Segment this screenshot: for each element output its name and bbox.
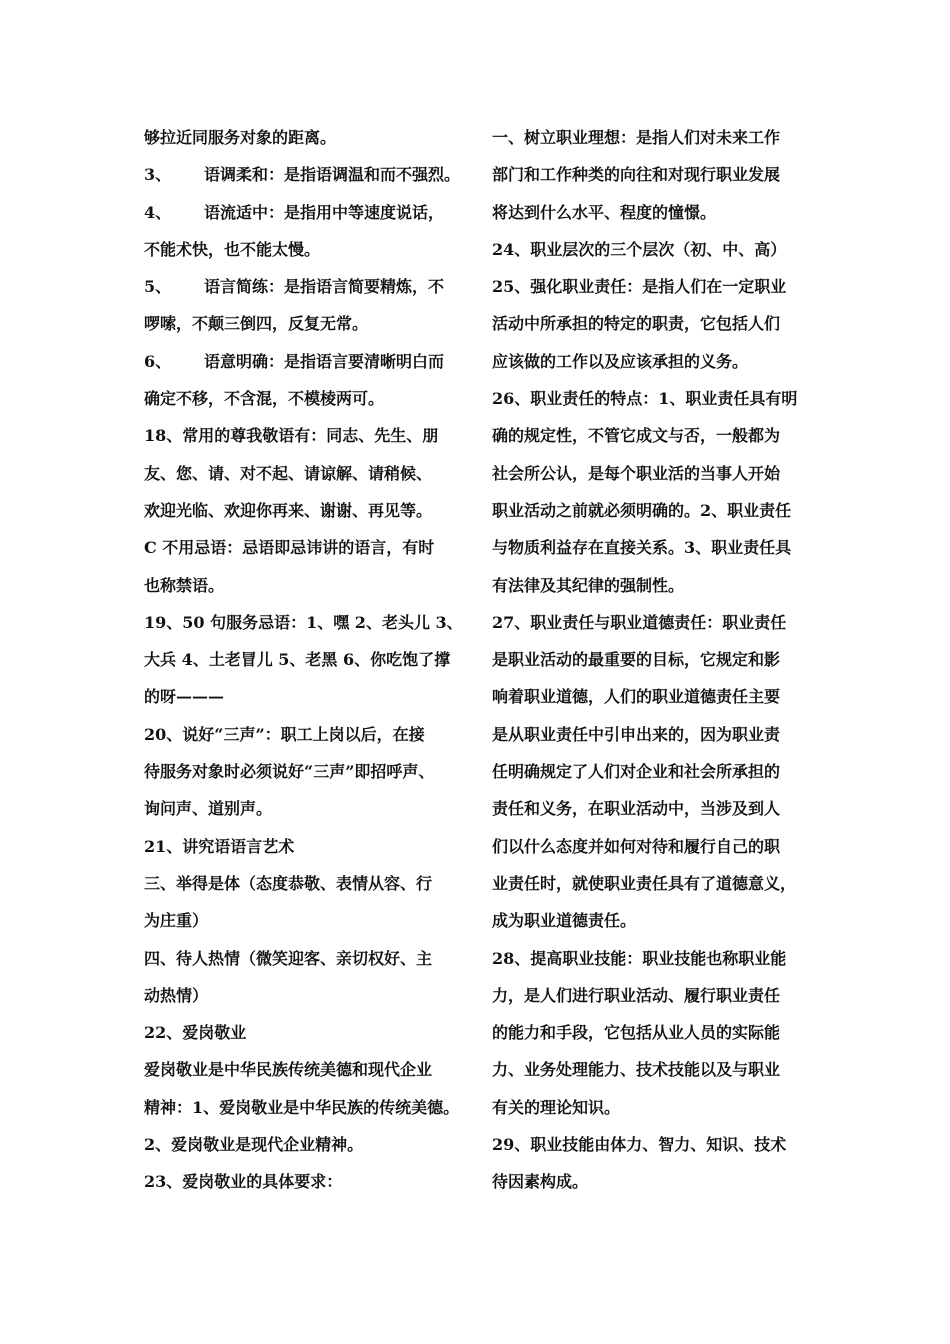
line-text: 是从职业责任中引申出来的，因为职业责 bbox=[492, 724, 781, 744]
text-line bbox=[492, 1014, 822, 1051]
line-text: 27、职业责任与职业道德责任：职业责任 bbox=[492, 612, 787, 632]
text-line bbox=[492, 716, 822, 753]
line-text: 欢迎光临、欢迎你再来、谢谢、再见等。 bbox=[144, 500, 433, 520]
item-number: 5、 bbox=[144, 277, 172, 297]
line-text: 的呀——— bbox=[144, 687, 225, 707]
line-text: 响着职业道德，人们的职业道德责任主要 bbox=[492, 687, 781, 707]
line-text: 待服务对象时必须说好“三声”即招呼声、 bbox=[144, 762, 435, 782]
text-line bbox=[144, 231, 474, 268]
text-line bbox=[492, 902, 822, 939]
line-text: 与物质利益存在直接关系。3、职业责任具 bbox=[492, 538, 792, 558]
text-line bbox=[492, 977, 822, 1014]
text-line bbox=[492, 790, 822, 827]
text-line bbox=[492, 119, 822, 156]
item-number: 6、 bbox=[144, 351, 172, 371]
text-line bbox=[492, 940, 822, 977]
text-line bbox=[492, 641, 822, 678]
text-line bbox=[144, 828, 474, 865]
line-text: 啰嗦，不颠三倒四，反复无常。 bbox=[144, 314, 369, 334]
line-text: 大兵 4、土老冒儿 5、老黑 6、你吃饱了撑 bbox=[144, 650, 451, 670]
line-text: 友、您、请、对不起、请谅解、请稍候、 bbox=[144, 463, 433, 483]
text-line bbox=[492, 194, 822, 231]
line-text: 语流适中：是指用中等速度说话， bbox=[204, 202, 445, 222]
text-line bbox=[492, 1163, 822, 1200]
text-line bbox=[492, 753, 822, 790]
text-line bbox=[144, 641, 474, 678]
text-line bbox=[492, 828, 822, 865]
line-text: 职业活动之前就必须明确的。2、职业责任 bbox=[492, 500, 792, 520]
line-text: 爱岗敬业是中华民族传统美德和现代企业 bbox=[144, 1060, 433, 1080]
text-line bbox=[492, 343, 822, 380]
line-text: 2、爱岗敬业是现代企业精神。 bbox=[144, 1135, 364, 1155]
text-line bbox=[492, 417, 822, 454]
line-text: C 不用忌语：忌语即忌讳讲的语言，有时 bbox=[144, 538, 435, 558]
line-text: 20、说好“三声”：职工上岗以后，在接 bbox=[144, 724, 425, 744]
text-line bbox=[492, 231, 822, 268]
line-text: 一、树立职业理想：是指人们对未来工作 bbox=[492, 128, 781, 147]
left-text-column bbox=[144, 119, 474, 1201]
line-text: 力，是人们进行职业活动、履行职业责任 bbox=[492, 985, 781, 1005]
text-line bbox=[144, 417, 474, 454]
text-line bbox=[492, 492, 822, 529]
text-line bbox=[492, 1089, 822, 1126]
item-number: 4、 bbox=[144, 202, 172, 222]
line-text: 力、业务处理能力、技术技能以及与职业 bbox=[492, 1060, 781, 1080]
line-text: 成为职业道德责任。 bbox=[492, 911, 637, 931]
line-text: 为庄重） bbox=[144, 911, 209, 931]
text-line bbox=[144, 678, 474, 715]
line-text: 精神：1、爱岗敬业是中华民族的传统美德。 bbox=[144, 1097, 460, 1117]
line-text: 24、职业层次的三个层次（初、中、高） bbox=[492, 239, 787, 259]
line-text: 动热情） bbox=[144, 985, 209, 1005]
text-line bbox=[144, 1051, 474, 1088]
line-text: 28、提高职业技能：职业技能也称职业能 bbox=[492, 948, 787, 968]
text-line bbox=[144, 380, 474, 417]
line-text: 社会所公认，是每个职业活的当事人开始 bbox=[492, 463, 781, 483]
text-line bbox=[144, 119, 474, 156]
text-line bbox=[144, 343, 474, 380]
line-text: 待因素构成。 bbox=[492, 1172, 589, 1192]
text-line bbox=[144, 492, 474, 529]
line-text: 18、常用的尊我敬语有：同志、先生、朋 bbox=[144, 426, 439, 446]
right-text-column bbox=[492, 119, 822, 1201]
text-line bbox=[144, 790, 474, 827]
line-text: 任明确规定了人们对企业和社会所承担的 bbox=[492, 762, 781, 782]
text-line bbox=[492, 604, 822, 641]
text-line bbox=[144, 902, 474, 939]
line-text: 够拉近同服务对象的距离。 bbox=[144, 128, 337, 147]
line-text: 26、职业责任的特点：1、职业责任具有明 bbox=[492, 389, 798, 409]
text-line bbox=[144, 604, 474, 641]
text-line bbox=[144, 716, 474, 753]
text-line bbox=[492, 1051, 822, 1088]
text-line bbox=[144, 567, 474, 604]
line-text: 语言简练：是指语言简要精炼，不 bbox=[204, 277, 445, 297]
text-line bbox=[144, 753, 474, 790]
text-line bbox=[144, 1126, 474, 1163]
line-text: 25、强化职业责任：是指人们在一定职业 bbox=[492, 277, 787, 297]
text-line bbox=[492, 156, 822, 193]
line-text: 确定不移，不含混，不模棱两可。 bbox=[144, 389, 385, 409]
line-text: 将达到什么水平、程度的憧憬。 bbox=[492, 202, 717, 222]
text-line bbox=[144, 940, 474, 977]
text-line bbox=[492, 865, 822, 902]
line-text: 的能力和手段，它包括从业人员的实际能 bbox=[492, 1023, 781, 1043]
line-text: 29、职业技能由体力、智力、知识、技术 bbox=[492, 1135, 787, 1155]
item-number: 3、 bbox=[144, 165, 172, 185]
line-text: 语调柔和：是指语调温和而不强烈。 bbox=[204, 165, 461, 185]
line-text: 语意明确：是指语言要清晰明白而 bbox=[204, 351, 445, 371]
text-line bbox=[492, 678, 822, 715]
text-line bbox=[492, 1126, 822, 1163]
text-line bbox=[144, 194, 474, 231]
text-line bbox=[144, 305, 474, 342]
line-text: 也称禁语。 bbox=[144, 575, 225, 595]
text-line bbox=[144, 156, 474, 193]
line-text: 23、爱岗敬业的具体要求： bbox=[144, 1172, 343, 1192]
line-text: 19、50 句服务忌语：1、嘿 2、老头儿 3、 bbox=[144, 612, 463, 632]
text-line bbox=[492, 380, 822, 417]
line-text: 有关的理论知识。 bbox=[492, 1097, 621, 1117]
text-line bbox=[144, 1089, 474, 1126]
line-text: 责任和义务，在职业活动中，当涉及到人 bbox=[492, 799, 781, 819]
text-line bbox=[492, 529, 822, 566]
text-line bbox=[144, 1014, 474, 1051]
line-text: 们以什么态度并如何对待和履行自己的职 bbox=[492, 836, 781, 856]
line-text: 三、举得是体（态度恭敬、表情从容、行 bbox=[144, 873, 433, 893]
line-text: 询问声、道别声。 bbox=[144, 799, 273, 819]
text-line bbox=[144, 865, 474, 902]
text-line bbox=[144, 268, 474, 305]
line-text: 是职业活动的最重要的目标，它规定和影 bbox=[492, 650, 781, 670]
line-text: 22、爱岗敬业 bbox=[144, 1023, 247, 1043]
text-line bbox=[144, 977, 474, 1014]
line-text: 有法律及其纪律的强制性。 bbox=[492, 575, 685, 595]
text-line bbox=[144, 1163, 474, 1200]
text-line bbox=[492, 305, 822, 342]
line-text: 确的规定性，不管它成文与否，一般都为 bbox=[492, 426, 781, 446]
line-text: 不能术快，也不能太慢。 bbox=[144, 239, 321, 259]
line-text: 21、讲究语语言艺术 bbox=[144, 836, 295, 856]
text-line bbox=[144, 455, 474, 492]
line-text: 活动中所承担的特定的职责，它包括人们 bbox=[492, 314, 781, 334]
line-text: 部门和工作种类的向往和对现行职业发展 bbox=[492, 165, 781, 185]
text-line bbox=[492, 268, 822, 305]
text-line bbox=[492, 567, 822, 604]
line-text: 应该做的工作以及应该承担的义务。 bbox=[492, 351, 749, 371]
line-text: 业责任时，就使职业责任具有了道德意义， bbox=[492, 873, 797, 893]
text-line bbox=[492, 455, 822, 492]
line-text: 四、待人热情（微笑迎客、亲切权好、主 bbox=[144, 948, 433, 968]
text-line bbox=[144, 529, 474, 566]
